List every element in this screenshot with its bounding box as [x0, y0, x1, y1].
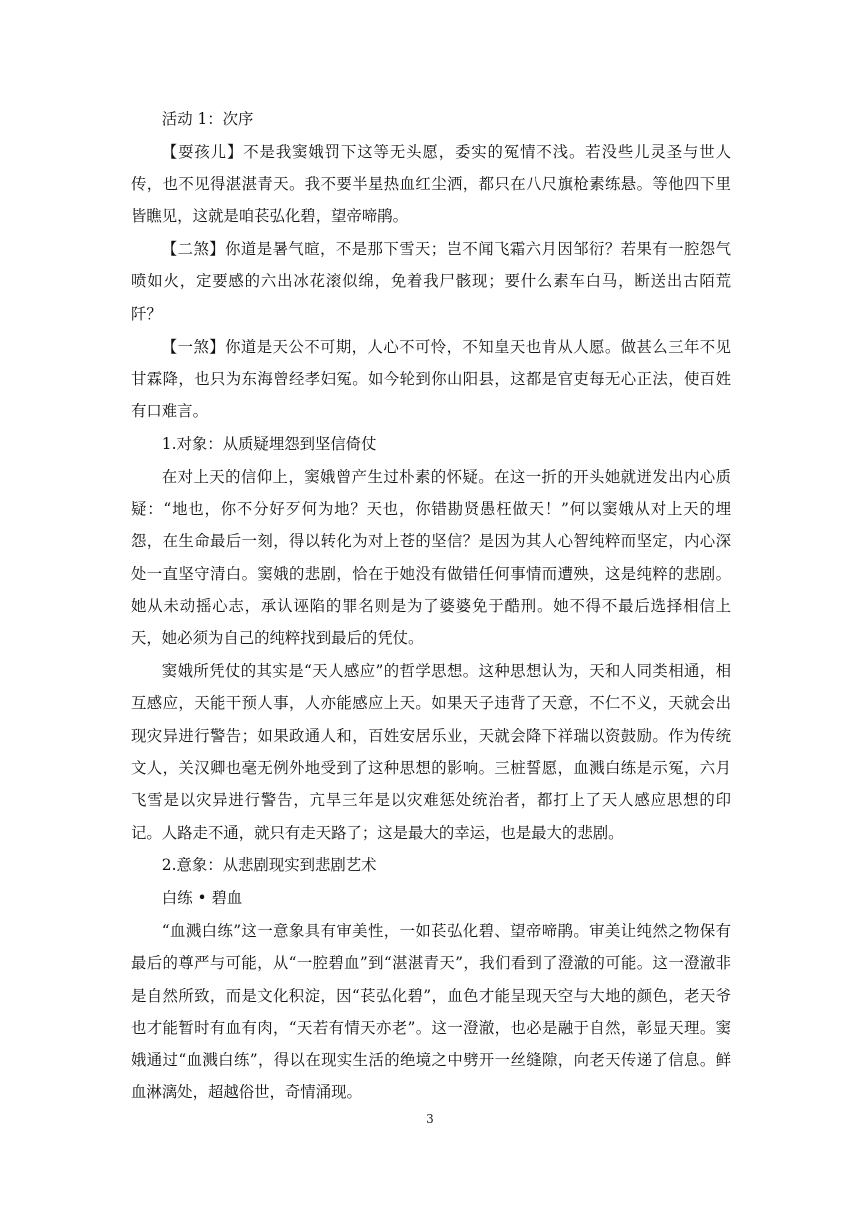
- paragraph-doubt: 在对上天的信仰上，窦娥曾产生过朴素的怀疑。在这一折的开头她就迸发出内心质疑：“地也，你不分好歹何为地？天也，你错勘贤愚枉做天！”何以窦娥从对上天的埋怨，在生命最后一刻，得以转化为对上苍的坚信？是因为其人心智纯粹而坚定，内心深处一直坚守清白。窦娥的悲剧，恰在于她没有做错任何事情而遭殃，这是纯粹的悲剧。她从未动摇心志，承认诬陷的罪名则是为了婆婆免于酷刑。她不得不最后选择相信上天，她必须为自己的纯粹找到最后的凭仗。: [131, 467, 731, 648]
- subheading-bailian-bixue: 白练 • 碧血: [161, 889, 243, 908]
- section-heading-1: 1.对象：从质疑埋怨到坚信倚仗: [161, 434, 377, 453]
- page-number: 3: [426, 1112, 434, 1126]
- paragraph-tianren: 窦娥所凭仗的其实是“天人感应”的哲学思想。这种思想认为，天和人同类相通，相互感应，天能干预人事，人亦能感应上天。如果天子违背了天意，不仁不义，天就会出现灾异进行警告；如果政通人和，百姓安居乐业，天就会降下祥瑞以资鼓励。作为传统文人，关汉卿也毫无例外地受到了这种思想的影响。三桩誓愿，血溅白练是示冤，六月飞雪是以灾异进行警告，亢旱三年是以灾难惩处统治者，都打上了天人感应思想的印记。人路走不通，就只有走天路了；这是最大的幸运，也是最大的悲剧。: [131, 662, 731, 842]
- lyric-yisha: 【一煞】你道是天公不可期，人心不可怜，不知皇天也肯从人愿。做甚么三年不见甘霖降，也只为东海曾经孝妇冤。如今轮到你山阳县，这都是官吏每无心正法，使百姓有口难言。: [131, 337, 731, 421]
- lyric-ersha: 【二煞】你道是暑气暄，不是那下雪天；岂不闻飞霜六月因邹衍？若果有一腔怨气喷如火，定要感的六出冰花滚似绵，免着我尸骸现；要什么素车白马，断送出古陌荒阡？: [131, 240, 731, 323]
- paragraph-imagery: “血溅白练”这一意象具有审美性，一如苌弘化碧、望帝啼鹃。审美让纯然之物保有最后的尊严与可能，从“一腔碧血”到“湛湛青天”，我们看到了澄澈的可能。这一澄澈非是自然所致，而是文化积淀，因“苌弘化碧”，血色才能呈现天空与大地的颜色，老天爷也才能暂时有血有肉，“天若有情天亦老”。这一澄澈，也必是融于自然，彰显天理。窦娥通过“血溅白练”，得以在现实生活的绝境之中劈开一丝缝隙，向老天传递了信息。鲜血淋漓处，超越俗世，奇情涌现。: [131, 921, 731, 1102]
- activity-heading: 活动 1：次序: [161, 110, 254, 128]
- section-heading-2: 2.意象：从悲剧现实到悲剧艺术: [161, 856, 377, 875]
- lyric-shuahaier: 【耍孩儿】不是我窦娥罚下这等无头愿，委实的冤情不浅。若没些儿灵圣与世人传，也不见得湛湛青天。我不要半星热血红尘洒，都只在八尺旗枪素练悬。等他四下里皆瞧见，这就是咱苌弘化碧，望帝啼鹃。: [131, 142, 731, 226]
- body-text: [131, 103, 731, 1109]
